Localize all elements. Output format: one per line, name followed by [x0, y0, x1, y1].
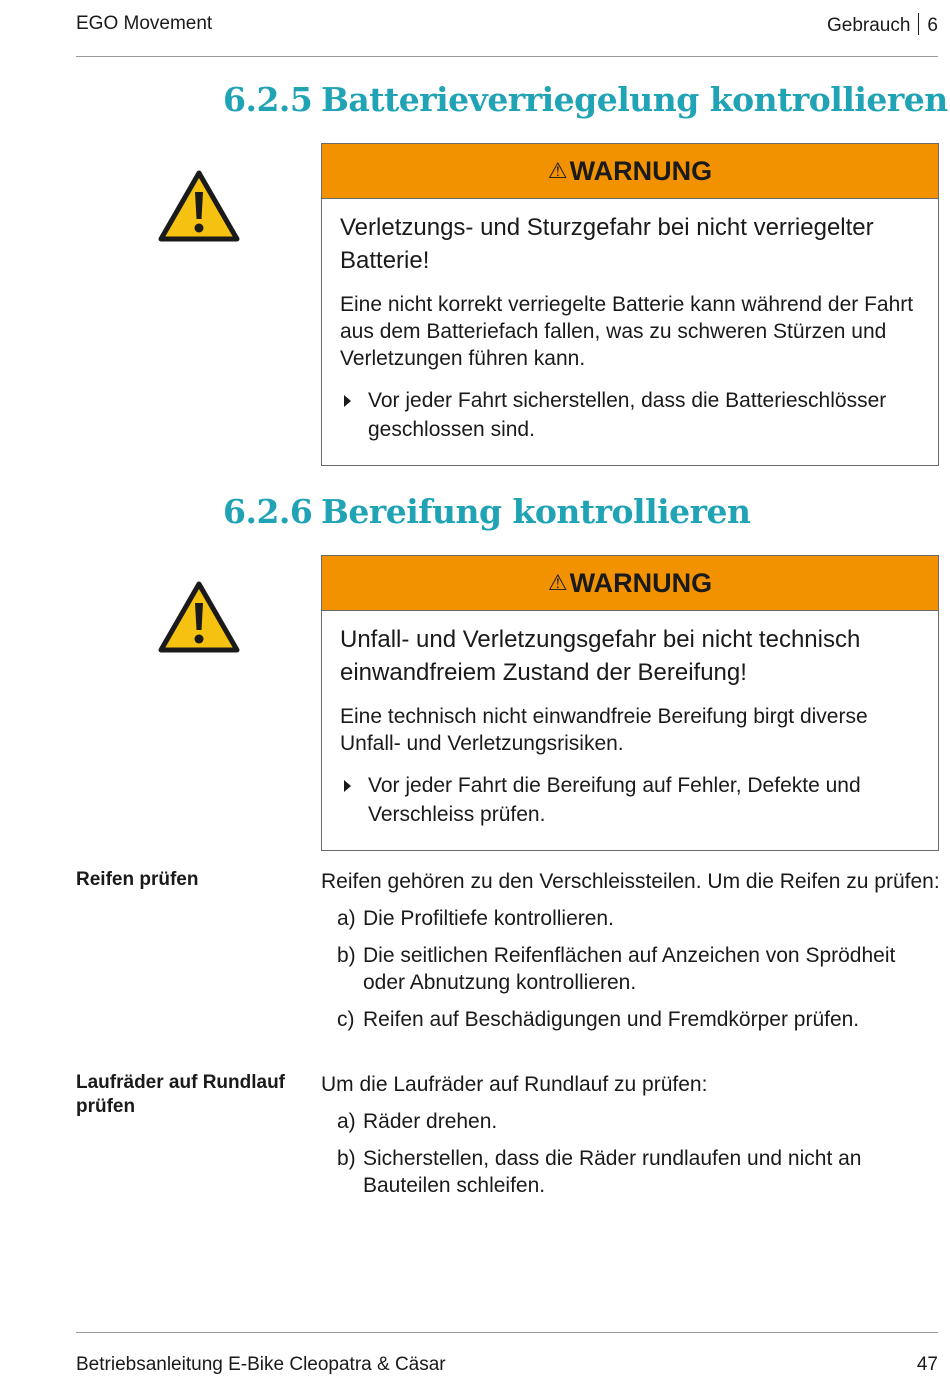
side-label-wheels: Laufräder auf Rundlauf prüfen	[76, 1072, 286, 1117]
section-heading-6-2-5	[223, 80, 948, 119]
action-arrow-icon	[344, 395, 351, 407]
list-item	[321, 1145, 941, 1199]
warning-action-text: Vor jeder Fahrt die Bereifung auf Fehler, Defekte und Verschleiss prüfen.	[368, 774, 861, 826]
header-divider	[918, 13, 919, 35]
warning-headline: Unfall- und Verletzungsgefahr bei nicht technisch einwandfreiem Zustand der Bereifung!	[340, 626, 861, 686]
warning-triangle-icon	[158, 170, 240, 242]
warning-action	[340, 771, 920, 829]
list-marker: c)	[337, 1008, 355, 1031]
header-section-name: Gebrauch	[826, 15, 911, 36]
list-item	[321, 905, 941, 932]
section-number: 6.2.5	[223, 80, 313, 119]
list-item-text: Die seitlichen Reifenflächen auf Anzeichen von Sprödheit oder Abnutzung kontrollieren.	[363, 944, 896, 994]
warning-small-icon: ⚠	[547, 570, 568, 595]
list-item	[321, 942, 941, 996]
section-title: Batterieverriegelung kontrollieren	[321, 80, 948, 119]
wheels-instructions	[321, 1071, 941, 1199]
list-item-text: Reifen auf Beschädigungen und Fremdkörper prüfen.	[363, 1008, 860, 1031]
warning-box-tyres	[321, 555, 939, 851]
action-arrow-icon	[344, 780, 351, 792]
footer-title: Betriebsanleitung E-Bike Cleopatra & Cäsar	[76, 1354, 446, 1375]
warning-headline: Verletzungs- und Sturzgefahr bei nicht verriegelter Batterie!	[340, 214, 874, 274]
header-chapter	[827, 13, 938, 37]
warning-triangle-icon	[158, 581, 240, 653]
page-footer	[76, 1332, 938, 1373]
warning-header	[322, 144, 938, 199]
tyres-intro: Reifen gehören zu den Verschleissteilen. Um die Reifen zu prüfen:	[321, 870, 940, 893]
page-header	[76, 12, 938, 57]
warning-text: Eine technisch nicht einwandfreie Bereifung birgt diverse Unfall- und Verletzungsrisiken.	[340, 705, 868, 755]
list-item-text: Die Profiltiefe kontrollieren.	[363, 907, 614, 930]
list-marker: a)	[337, 907, 356, 930]
warning-label: WARNUNG	[569, 568, 713, 598]
warning-small-icon: ⚠	[547, 158, 568, 183]
section-title: Bereifung kontrollieren	[321, 492, 751, 531]
list-marker: b)	[337, 1147, 356, 1170]
page-number: 47	[916, 1354, 938, 1375]
warning-header	[322, 556, 938, 611]
header-brand: EGO Movement	[76, 13, 213, 34]
list-item-text: Räder drehen.	[363, 1110, 498, 1133]
tyres-instructions	[321, 868, 941, 1033]
list-item	[321, 1006, 941, 1033]
list-item-text: Sicherstellen, dass die Räder rundlaufen und nicht an Bauteilen schleifen.	[363, 1147, 862, 1197]
wheels-intro: Um die Laufräder auf Rundlauf zu prüfen:	[321, 1073, 708, 1096]
warning-action	[340, 386, 920, 444]
list-item	[321, 1108, 941, 1135]
list-marker: a)	[337, 1110, 356, 1133]
side-label-tyres: Reifen prüfen	[76, 869, 199, 890]
warning-action-text: Vor jeder Fahrt sicherstellen, dass die Batterieschlösser geschlossen sind.	[368, 389, 887, 441]
section-number: 6.2.6	[223, 492, 313, 531]
list-marker: b)	[337, 944, 356, 967]
warning-label: WARNUNG	[569, 156, 713, 186]
header-chapter-number: 6	[927, 15, 938, 36]
warning-text: Eine nicht korrekt verriegelte Batterie kann während der Fahrt aus dem Batteriefach fallen, was zu schweren Stürzen und Verletzungen führen kann.	[340, 293, 914, 370]
section-heading-6-2-6	[223, 492, 751, 531]
warning-box-battery	[321, 143, 939, 466]
